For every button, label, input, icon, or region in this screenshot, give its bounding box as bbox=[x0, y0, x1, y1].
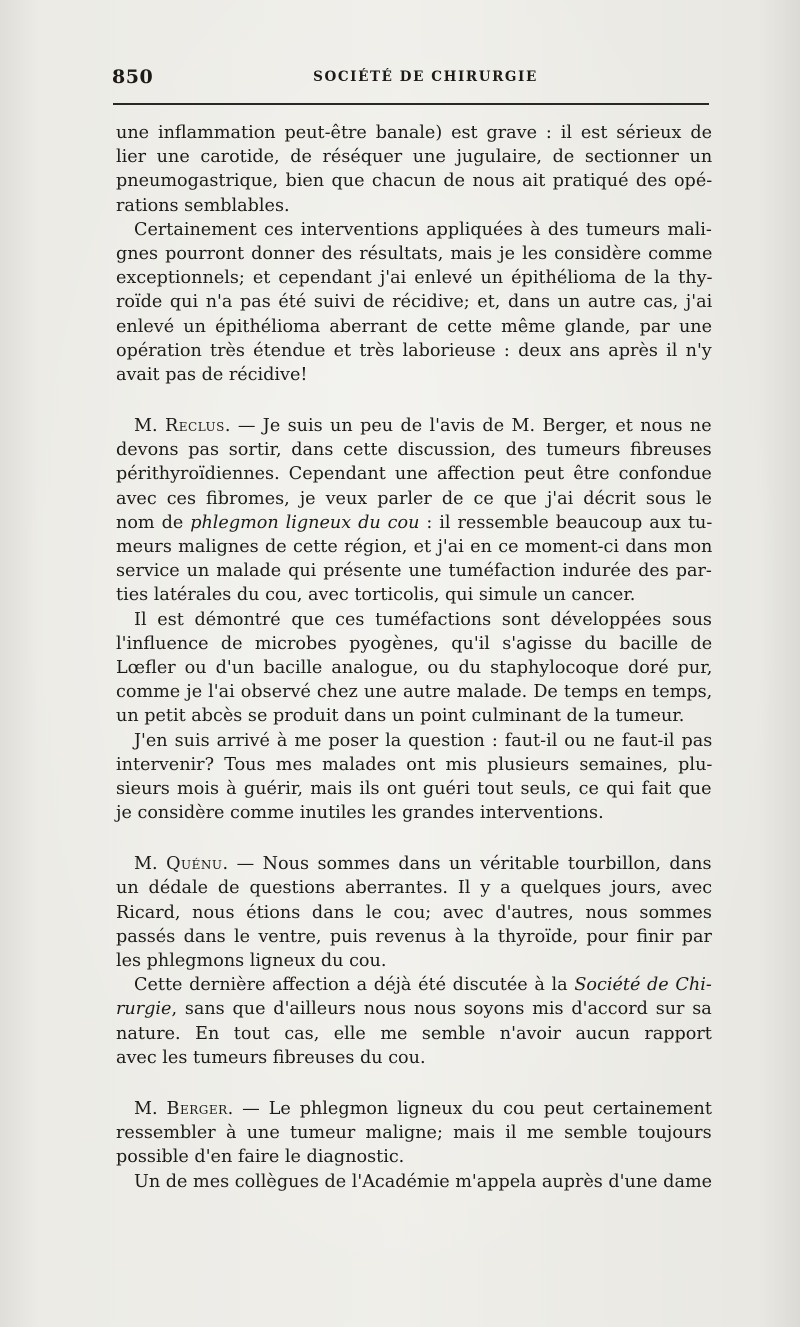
text-line: les phlegmons ligneux du cou. bbox=[116, 951, 387, 971]
intervention-berger bbox=[116, 1097, 712, 1194]
intervention-reclus bbox=[116, 414, 712, 825]
running-title: SOCIÉTÉ DE CHIRURGIE bbox=[313, 69, 538, 85]
intervention-quenu bbox=[116, 852, 712, 1070]
body-text bbox=[116, 121, 712, 1194]
text-line: l'influence de microbes pyogènes, qu'il s'agisse du bacille de bbox=[116, 633, 713, 654]
text-line: intervenir? Tous mes malades ont mis plusieurs semaines, plu- bbox=[116, 754, 713, 775]
text-line: enlevé un épithélioma aberrant de cette même glande, par une bbox=[116, 316, 713, 337]
text-line: rurgie, sans que d'ailleurs nous nous soyons mis d'accord sur sa bbox=[116, 999, 712, 1020]
text-line: périthyroïdiennes. Cependant une affection peut être confondue bbox=[116, 464, 712, 485]
text-line: avec les tumeurs fibreuses du cou. bbox=[116, 1047, 426, 1068]
text-line: un dédale de questions aberrantes. Il y a quelques jours, avec bbox=[116, 878, 713, 899]
paragraph-gap bbox=[116, 825, 712, 852]
page-number: 850 bbox=[112, 66, 154, 88]
text-line: Certainement ces interventions appliquées à des tumeurs mali- bbox=[134, 219, 712, 240]
paragraph-gap bbox=[116, 387, 712, 414]
text-line: exceptionnels; et cependant j'ai enlevé un épithélioma de la thy- bbox=[116, 268, 713, 289]
page-header bbox=[112, 66, 709, 92]
emphasis: Société de Chi- bbox=[574, 975, 712, 996]
text-line: Ricard, nous étions dans le cou; avec d'autres, nous sommes bbox=[116, 902, 712, 923]
text-line: M. Quénu. — Nous sommes dans un véritable tourbillon, dans bbox=[134, 854, 712, 875]
text-line: Un de mes collègues de l'Académie m'appela auprès d'une dame bbox=[134, 1171, 713, 1192]
text-line: meurs malignes de cette région, et j'ai en ce moment-ci dans mon bbox=[116, 537, 713, 557]
text-line: devons pas sortir, dans cette discussion, des tumeurs fibreuses bbox=[116, 440, 712, 461]
text-line: rations semblables. bbox=[116, 195, 290, 216]
speaker-name: Berger bbox=[166, 1098, 228, 1119]
text-line: nom de phlegmon ligneux du cou : il ressemble beaucoup aux tu- bbox=[116, 512, 713, 533]
paragraph-malignant-tumors bbox=[116, 218, 712, 387]
emphasis: rurgie bbox=[116, 999, 172, 1020]
text-line: Lœfler ou d'un bacille analogue, ou du staphylocoque doré pur, bbox=[116, 657, 713, 678]
text-line: passés dans le ventre, puis revenus à la thyroïde, pour finir par bbox=[116, 926, 712, 947]
text-line: ties latérales du cou, avec torticolis, qui simule un cancer. bbox=[116, 585, 636, 606]
text-line: ressembler à une tumeur maligne; mais il me semble toujours bbox=[116, 1123, 712, 1144]
text-line: J'en suis arrivé à me poser la question : faut-il ou ne faut-il pas bbox=[134, 730, 713, 751]
text-line: lier une carotide, de réséquer une jugulaire, de sectionner un bbox=[116, 147, 713, 168]
text-line: un petit abcès se produit dans un point culminant de la tumeur. bbox=[116, 706, 685, 727]
text-line: pneumogastrique, bien que chacun de nous ait pratiqué des opé- bbox=[116, 171, 713, 192]
speaker-name: Quénu bbox=[166, 854, 223, 875]
text-line: je considère comme inutiles les grandes interventions. bbox=[116, 803, 604, 824]
text-line: Cette dernière affection a déjà été discutée à la Société de Chi- bbox=[134, 975, 712, 996]
text-line: une inflammation peut-être banale) est grave : il est sérieux de bbox=[116, 123, 712, 143]
text-line: opération très étendue et très laborieuse : deux ans après il n'y bbox=[116, 340, 712, 361]
text-line: possible d'en faire le diagnostic. bbox=[116, 1147, 405, 1168]
header-rule bbox=[113, 103, 709, 105]
text-line: roïde qui n'a pas été suivi de récidive; et, dans un autre cas, j'ai bbox=[116, 292, 713, 313]
text-line: Il est démontré que ces tuméfactions sont développées sous bbox=[134, 609, 712, 630]
text-line: sieurs mois à guérir, mais ils ont guéri tout seuls, ce qui fait que bbox=[116, 778, 712, 799]
text-line: gnes pourront donner des résultats, mais je les considère comme bbox=[116, 243, 713, 264]
text-line: nature. En tout cas, elle me semble n'avoir aucun rapport bbox=[116, 1023, 712, 1044]
text-line: avec ces fibromes, je veux parler de ce que j'ai décrit sous le bbox=[116, 488, 712, 509]
text-line: service un malade qui présente une tuméfaction indurée des par- bbox=[116, 561, 712, 582]
text-line: comme je l'ai observé chez une autre malade. De temps en temps, bbox=[116, 682, 713, 703]
text-line: M. Reclus. — Je suis un peu de l'avis de M. Berger, et nous ne bbox=[134, 416, 712, 437]
text-line: avait pas de récidive! bbox=[116, 364, 308, 385]
emphasis: phlegmon ligneux du cou bbox=[190, 512, 420, 533]
speaker-name: Reclus bbox=[165, 416, 225, 437]
paragraph-continuation bbox=[116, 121, 712, 218]
text-line: M. Berger. — Le phlegmon ligneux du cou peut certainement bbox=[134, 1098, 712, 1119]
paragraph-gap bbox=[116, 1070, 712, 1097]
